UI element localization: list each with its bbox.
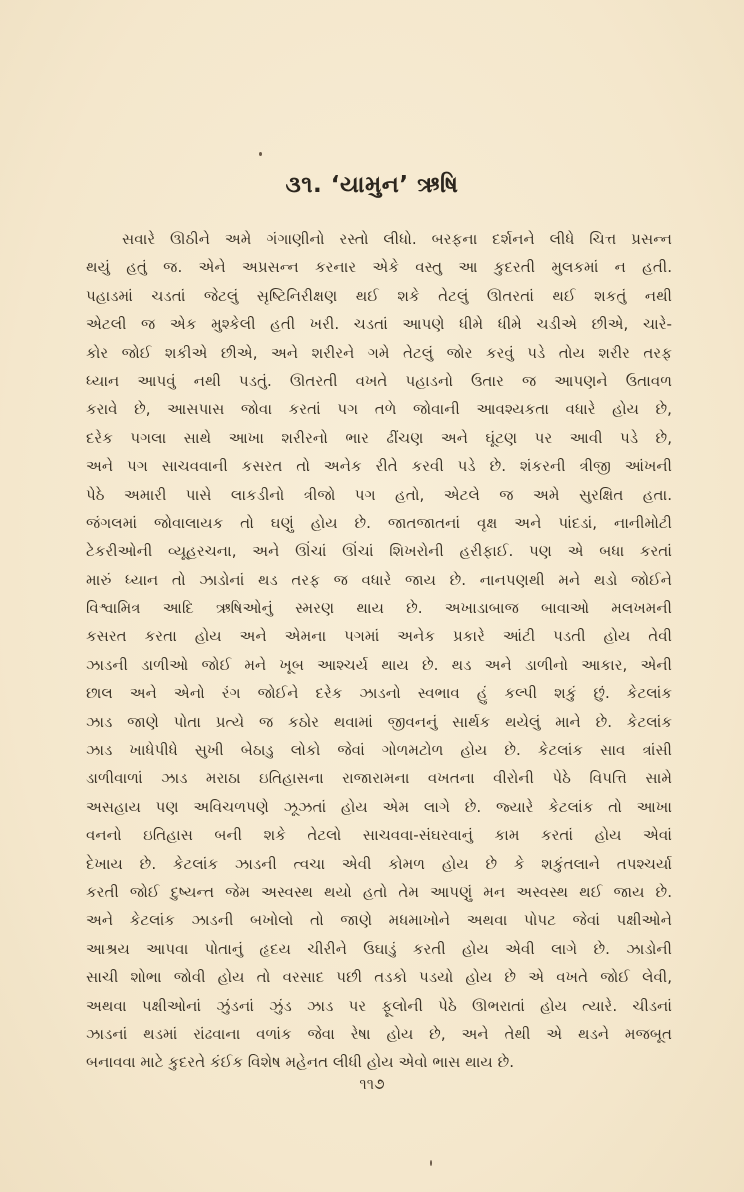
text-line: વિશ્વામિત્ર આદિ ઋષિઓનું સ્મરણ થાય છે. અખાડાબાજ બાવાઓ મલખમની [86,599,672,618]
text-line: કરતી જોઈ દુષ્યન્ત જેમ અસ્વસ્થ થયો હતો તેમ આપણું મન અસ્વસ્થ થઈ જાય છે. [86,882,672,901]
text-line: કસરત કરતા હોય અને એમના પગમાં અનેક પ્રકારે આંટી પડતી હોય તેવી [86,627,672,646]
text-line: થયું હતું જ. એને અપ્રસન્ન કરનાર એકે વસ્તુ આ કુદરતી મુલકમાં ન હતી. [86,258,672,277]
text-line: દેખાય છે. કેટલાંક ઝાડની ત્વચા એવી કોમળ હોય છે કે શકુંતલાને તપશ્ચર્યા [86,854,672,873]
ink-speck [259,152,262,156]
text-line: સવારે ઊઠીને અમે ગંગાણીનો રસ્તો લીધો. બરફના દર્શનને લીધે ચિત્ત પ્રસન્ન [122,230,672,248]
text-line: એટલી જ એક મુશ્કેલી હતી ખરી. ચડતાં આપણે ધીમે ધીમે ચડીએ છીએ, ચારે- [86,315,672,334]
text-line: અને કેટલાંક ઝાડની બખોલો તો જાણે મધમાખોને અથવા પોપટ જેવાં પક્ષીઓને [86,911,672,930]
text-line: કોર જોઈ શકીએ છીએ, અને શરીરને ગમે તેટલું જોર કરવું પડે તોય શરીર તરફ [86,343,672,362]
text-line: છાલ અને એનો રંગ જોઈને દરેક ઝાડનો સ્વભાવ હું કલ્પી શકું છું. કેટલાંક [86,684,672,703]
text-line: દરેક પગલા સાથે આખા શરીરનો ભાર ઢીંચણ અને ઘૂંટણ પર આવી પડે છે, [86,428,672,447]
page-number: ૧૧૭ [359,1075,385,1093]
text-line: અને પગ સાચવવાની કસરત તો અનેક રીતે કરવી પડે છે. શંકરની ત્રીજી આંખની [86,457,672,476]
text-line: આશ્રય આપવા પોતાનું હૃદય ચીરીને ઉઘાડું કરતી હોય એવી લાગે છે. ઝાડોની [86,939,672,958]
text-line: કરાવે છે, આસપાસ જોવા કરતાં પગ તળે જોવાની આવશ્યકતા વધારે હોય છે, [86,400,672,419]
text-line: પેઠે અમારી પાસે લાકડીનો ત્રીજો પગ હતો, એટલે જ અમે સુરક્ષિત હતા. [86,485,672,504]
text-line: પહાડમાં ચડતાં જેટલું સૃષ્ટિનિરીક્ષણ થઈ શકે તેટલું ઊતરતાં થઈ શકતું નથી [86,286,672,305]
text-line: ઝાડની ડાળીઓ જોઈ મને ખૂબ આશ્ચર્ય થાય છે. થડ અને ડાળીનો આકાર, એની [86,655,672,674]
text-line: ધ્યાન આપવું નથી પડતું. ઊતરતી વખતે પહાડનો ઉતાર જ આપણને ઉતાવળ [86,371,672,390]
text-line: અથવા પક્ષીઓનાં ઝુંડનાં ઝુંડ ઝાડ પર ફૂલોની પેઠે ઊભરાતાં હોય ત્યારે. ચીડનાં [86,996,672,1015]
text-line: બનાવવા માટે કુદરતે કંઈક વિશેષ મહેનત લીધી હોય એવો ભાસ થાય છે. [86,1053,515,1072]
text-line: ડાળીવાળાં ઝાડ મરાઠા ઇતિહાસના રાજારામના વખતના વીરોની પેઠે વિપત્તિ સામે [86,769,672,788]
text-line: સાચી શોભા જોવી હોય તો વરસાદ પછી તડકો પડયો હોય છે એ વખતે જોઈ લેવી, [86,968,672,987]
text-line: જંગલમાં જોવાલાયક તો ઘણું હોય છે. જાતજાતનાં વૃક્ષ અને પાંદડાં, નાનીમોટી [86,513,672,532]
text-line: ઝાડ જાણે પોતા પ્રત્યે જ કઠોર થવામાં જીવનનું સાર્થક થયેલું માને છે. કેટલાંક [86,712,672,731]
ink-speck [430,1160,432,1166]
text-line: ઝાડ ખાધેપીધે સુખી બેઠાડુ લોકો જેવાં ગોળમટોળ હોય છે. કેટલાંક સાવ ત્રાંસી [86,741,672,760]
text-line: ઝાડનાં થડમાં રાંઢવાના વળાંક જેવા રેષા હોય છે, અને તેથી એ થડને મજબૂત [86,1024,672,1043]
text-line: મારું ધ્યાન તો ઝાડોનાં થડ તરફ જ વધારે જાય છે. નાનપણથી મને થડો જોઈને [86,570,672,589]
text-line: અસહાય પણ અવિચળપણે ઝૂઝતાં હોય એમ લાગે છે. જ્યારે કેટલાંક તો આખા [86,797,672,816]
text-line: ટેકરીઓની વ્યૂહરચના, અને ઊંચાં ઊંચાં શિખરોની હરીફાઈ. પણ એ બધા કરતાં [86,542,672,561]
chapter-body [86,225,672,1077]
text-line: વનનો ઇતિહાસ બની શકે તેટલો સાચવવા-સંઘરવાનું કામ કરતાં હોય એવાં [86,826,672,845]
chapter-title: ૩૧. ‘યામુન’ ઋષિ [285,172,459,198]
